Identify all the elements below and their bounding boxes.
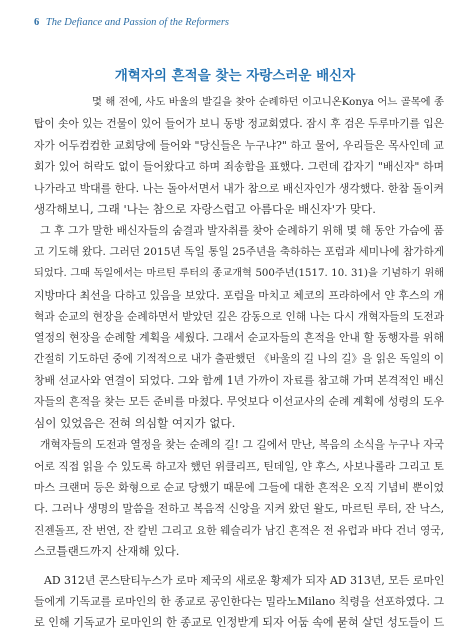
text-line: 고 기도해 왔다. 그러던 2015년 독일 통일 25주년을 축하하는 포럼과 세미나에 참가하게 bbox=[34, 245, 444, 258]
text-line: 마스 크랜머 등은 화형으로 순교 당했기 때문에 그들에 대한 흔적은 오직 기념비 뿐이었 bbox=[34, 481, 444, 495]
text-line: 나가라고 박대를 한다. 나는 돌아서면서 내가 참으로 배신자인가 생각했다. 한참 돌이켜 bbox=[34, 181, 444, 195]
text-line: 회가 있어 허락도 없이 들어왔다고 하며 죄송함을 표했다. 그런데 갑자기 "배신자" 하며 bbox=[34, 160, 444, 174]
text-line: 로 인해 기독교가 로마인의 한 종교로 인정받게 되자 어둠 속에 묻혀 살던 성도들이 드 bbox=[34, 616, 445, 630]
text-line: 지방마다 최선을 다하고 있음을 보았다. 포럼을 마치고 체코의 프라하에서 얀 후스의 개 bbox=[34, 288, 444, 302]
section-title: 개혁자의 흔적을 찾는 자랑스러운 배신자 bbox=[114, 68, 356, 84]
text-line: 열정의 현장을 순례할 계획을 세웠다. 그래서 순교자들의 흔적을 안내 할 동행자를 위해 bbox=[34, 331, 444, 345]
text-line: 자가 어두컴컴한 교회당에 들어와 "당신들은 누구냐?" 하고 물어, 우리들은 목사인데 교 bbox=[34, 138, 444, 152]
text-line: 진젠돌프, 잔 번연, 잔 칼빈 그리고 요한 웨슬리가 남긴 흔적은 전 유럽과 바다 건너 영국, bbox=[34, 523, 444, 537]
text-line: 혁과 순교의 현장을 순례하면서 받았던 깊은 감동으로 인해 나는 다시 개혁자들의 도전과 bbox=[34, 309, 444, 323]
page-number: 6 bbox=[34, 17, 40, 28]
text-line: 되었다. 그때 독일에서는 마르틴 루터의 종교개혁 500주년(1517. 10. 31)을 기념하기 위해 bbox=[34, 268, 444, 280]
running-header bbox=[34, 17, 454, 33]
text-line: 간절히 기도하던 중에 기적적으로 내가 출판했던 《바울의 길 나의 길》을 읽은 독일의 이 bbox=[34, 352, 444, 365]
text-line: 개혁자들의 도전과 열정을 찾는 순례의 길! 그 길에서 만난, 복음의 소식을 누구나 자국 bbox=[40, 438, 444, 452]
text-line: 다. 그러나 생명의 말씀을 전하고 복음적 신앙을 지켜 왔던 왈도, 마르틴 루터, 잔 낙스, bbox=[34, 502, 445, 516]
body-text bbox=[34, 92, 444, 634]
text-line: 스코틀랜드까지 산재해 있다. bbox=[34, 544, 180, 559]
text-line: 들에게 기독교를 로마인의 한 종교로 공인한다는 밀라노Milano 칙령을 선포하였다. 그 bbox=[34, 594, 444, 608]
text-line: 생각해보니, 그래 '나는 참으로 자랑스럽고 아름다운 배신자'가 맞다. bbox=[34, 201, 376, 216]
text-line: 창배 선교사와 연결이 되었다. 그와 함께 1년 가까이 자료를 참고해 가며 본격적인 배신 bbox=[34, 374, 444, 388]
text-line: 자들의 흔적을 찾는 모든 준비를 마쳤다. 무엇보다 이선교사의 순례 계획에 성령의 도우 bbox=[34, 395, 444, 409]
text-line: 몇 해 전에, 사도 바울의 발길을 찾아 순례하던 이고니온Konya 어느 골목에 종 bbox=[92, 96, 444, 108]
paragraph-gap bbox=[34, 563, 444, 570]
text-line: 심이 있었음은 전혀 의심할 여지가 없다. bbox=[34, 415, 236, 430]
text-line: AD 312년 콘스탄티누스가 로마 제국의 새로운 황제가 되자 AD 313년, 모든 로마인 bbox=[44, 573, 445, 587]
text-line: 탑이 솟아 있는 건물이 있어 들어가 보니 동방 정교회였다. 잠시 후 검은 두루마기를 입은 bbox=[34, 117, 444, 131]
text-line: 어로 직접 읽을 수 있도록 하고자 했던 위클리프, 틴데일, 얀 후스, 사보나롤라 그리고 토 bbox=[34, 459, 444, 473]
text-line: 그 후 그가 말한 배신자들의 숨결과 발자취를 찾아 순례하기 위해 몇 해 동안 가슴에 품 bbox=[40, 224, 444, 238]
running-title: The Defiance and Passion of the Reformers bbox=[45, 17, 230, 28]
